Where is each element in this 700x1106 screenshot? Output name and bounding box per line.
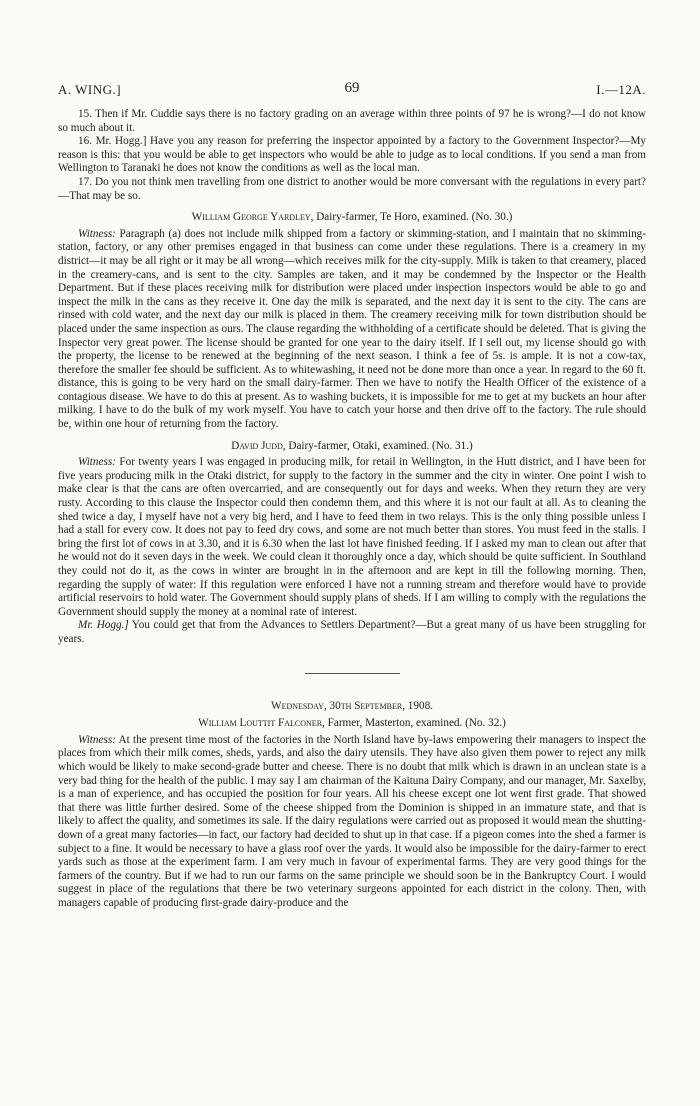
page-header — [58, 82, 646, 104]
witness-30-testimony: Witness: Paragraph (a) does not include milk shipped from a factory or skimming-station, and I maintain that no skimming-station, factory, or any other premises engaged in that business can come under these regulations. There is a creamery in my district—it may be all right or it may be all wrong—which receives milk for the city-supply. Milk is taken to that creamery, placed in the creamery-cans, and is sent to the city. Samples are taken, and it may be condemned by the Inspector or the Health Department. But if these places receiving milk for distribution were placed under inspection inspectors would be able to go and inspect the milk in the cans as they receive it. One day the milk is separated, and the next day it is sent to the city. The cans are rinsed with cold water, and the next day our milk is placed in them. The creamery receiving milk for town distribution should be placed under the same inspection as ours. The clause regarding the withholding of a certificate should be deleted. That is giving the Inspector very great power. The license should be granted for one year to the dairy itself. If I sell out, my license should go with the property, the license to be renewed at the beginning of the next season. I think a fee of 5s. is ample. It is not a cow-tax, therefore the smaller fee should be sufficient. As to whitewashing, it need not be done more than once a year. In regard to the 60 ft. distance, this is going to be very hard on the small dairy-farmer. Then we have to notify the Health Officer of the existence of a contagious disease. We have to do this at present. As to washing buckets, it is impossible for me to get at my buckets an hour after milking. I have to do the bulk of my work myself. You have to catch your horse and then drive off to the factory. The rule should be, within one hour of returning from the factory. — [58, 227, 646, 431]
header-left: A. WING.] — [58, 82, 122, 97]
witness-30-heading — [58, 211, 646, 225]
section-divider — [305, 673, 400, 674]
witness-32-name: William Louttit Falconer — [198, 717, 323, 730]
document-body — [58, 108, 646, 910]
witness-31-hogg-question: Mr. Hogg.] You could get that from the Advances to Settlers Department?—But a great many of us have been struggling for years. — [58, 619, 647, 645]
witness-32-testimony: Witness: At the present time most of the factories in the North Island have by-laws empowering their managers to inspect the places from which their milk comes, sheds, yards, and also the dairy utensils. They have also given them power to reject any milk which would be likely to make second-grade butter and cheese. There is no doubt that milk which is drawn in an unclean state is a very bad thing for the health of the public. I may say I am chairman of the Kaituna Dairy Company, and our manager, Mr. Saxelby, is a man of experience, and has occupied the position for four years. All his cheese except one lot went first grade. That showed that there was little further desired. Some of the cheese shipped from the Dominion is shipped in an immature state, and that is likely to affect the quality, and sometimes its sale. If the dairy regulations were carried out as proposed it would mean the shutting-down of a great many factories—in fact, our factory had decided to shut up in that case. If a pigeon comes into the shed a farmer is subject to a fine. It would be necessary to have a glass roof over the yards. It would also be impossible for the dairy-farmer to erect yards such as those at the experiment farm. I am very much in favour of experimental farms. They are very good things for the farmers of the country. But if we had to run our farms on the same principle we should soon be in the Bankruptcy Court. I would suggest in place of the regulations that there be two veterinary surgeons appointed for each district in the colony. Then, with managers capable of producing first-grade dairy-produce and the — [58, 733, 646, 909]
question-17: 17. Do you not think men travelling from one district to another would be more conversant with the regulations in every part?—That may be so. — [58, 175, 646, 202]
hogg-label: Mr. Hogg.] — [78, 619, 129, 632]
page-number: 69 — [344, 80, 360, 96]
witness-32-description: , Farmer, Masterton, examined. (No. 32.) — [322, 717, 506, 730]
question-16: 16. Mr. Hogg.] Have you any reason for preferring the inspector appointed by a factory to the Government Inspector?—My reason is this: that you would be able to get inspectors who would be able to judge as to local conditions. If you send a man from Wellington to Taranaki he does not know the conditions as well as the local man. — [58, 135, 646, 175]
witness-32-heading — [58, 717, 646, 731]
header-right: I.—12A. — [596, 82, 646, 97]
date-heading: Wednesday, 30th September, 1908. — [271, 699, 433, 712]
question-15: 15. Then if Mr. Cuddie says there is no factory grading on an average within three points of 97 he is wrong?—I do not know so much about it. — [58, 108, 646, 134]
witness-label: Witness: — [78, 733, 116, 746]
witness-label: Witness: — [78, 456, 116, 469]
witness-31-description: , Dairy-farmer, Otaki, examined. (No. 31.) — [282, 439, 473, 452]
witness-31-name: David Judd — [231, 439, 283, 452]
witness-30-name: William George Yardley — [191, 211, 311, 224]
witness-31-heading — [58, 440, 646, 454]
witness-31-testimony: Witness: For twenty years I was engaged in producing milk, for retail in Wellington, in the Hutt district, and I have been for five years producing milk in the Otaki district, for supply to the factory in the summer and the city in winter. One point I wish to make clear is that the cans are often overcarried, and are consequently out for days and weeks. When they return they are very rusty. According to this clause the Inspector could then condemn them, and this where it is not our fault at all. As to cleaning the shed twice a day, I myself have not a very big herd, and I have to feed them in two relays. This is the only thing possible unless I had a stall for every cow. It does not pay to feed dry cows, and some are not much better than stores. You must feed in the stalls. I bring the first lot of cows in at 3.30, and it is 6.30 when the last lot have finished feeding. If I asked my man to clean out after that he would not do it seven days in the week. We could clean it thoroughly once a day, which should be quite sufficient. In Southland they could not do it, as the cows in winter are brought in in the afternoon and are kept in till the following morning. Then, regarding the supply of water: If this regulation were enforced I have not a running stream and therefore would have to provide artificial reservoirs to hold water. The Government should supply plans of sheds. If I am willing to comply with the regulations the Government should supply the money at a nominal rate of interest. — [58, 456, 646, 618]
witness-label: Witness: — [78, 227, 116, 240]
witness-30-description: , Dairy-farmer, Te Horo, examined. (No. 30.) — [310, 211, 513, 224]
